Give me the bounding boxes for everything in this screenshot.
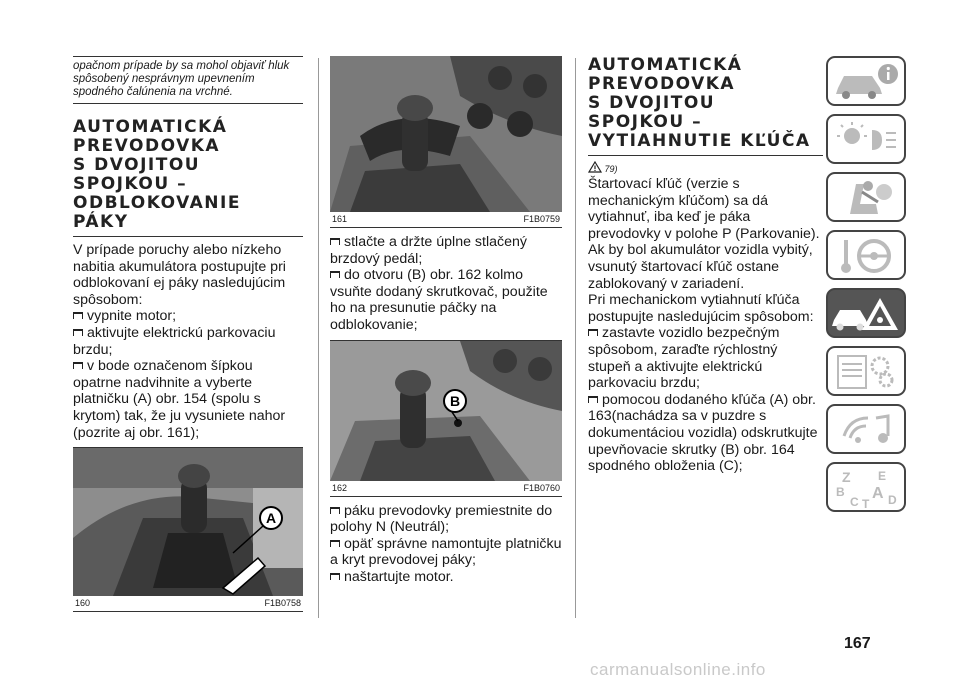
heading-line: S DVOJITOU [73, 155, 201, 175]
list-item: do otvoru (B) obr. 162 kolmo vsuňte dodaný skrutkovač, použite ho na presunutie páčky na odblokovanie; [330, 267, 548, 333]
page-number: 167 [844, 635, 871, 652]
column-middle [330, 56, 562, 586]
index-letters-icon [828, 464, 904, 510]
heading-rule [73, 236, 303, 237]
heading-line: SPOJKOU – [588, 112, 703, 132]
callout-b: B [449, 392, 461, 409]
paragraph: Pri mechanickom vytiahnutí kľúča postupujte nasledujúcim spôsobom: [588, 292, 814, 325]
continued-note: opačnom prípade by sa mohol objaviť hluk spôsobený nesprávnym upevnením spodného čalúnenia na vrchné. [73, 56, 303, 104]
callout-a: A [265, 510, 277, 527]
heading-line: VYTIAHNUTIE KĽÚČA [588, 131, 811, 151]
tab-emergency[interactable] [826, 288, 906, 338]
heading-rule [588, 155, 823, 156]
column-right [588, 56, 823, 475]
list-item: naštartujte motor. [330, 569, 562, 586]
warning-reference: 79) [588, 161, 823, 174]
svg-text:B: B [836, 485, 845, 499]
gear-lever-photo-a [73, 448, 303, 596]
figure-caption [330, 481, 562, 496]
heading-line: PREVODOVKA [73, 136, 221, 156]
bullet-box-icon [330, 271, 340, 278]
figure-caption [73, 596, 303, 611]
list-item: stlačte a držte úplne stlačený brzdový pedál; [330, 234, 527, 267]
heading-line: AUTOMATICKÁ [73, 117, 228, 137]
svg-text:E: E [878, 469, 887, 483]
bullet-box-icon [330, 540, 340, 547]
list-item: opäť správne namontujte platničku a kryt prevodovej páky; [330, 535, 562, 569]
list-item: vypnite motor; [73, 308, 303, 325]
tab-multimedia[interactable] [826, 404, 906, 454]
key-steering-wheel-icon [828, 232, 904, 278]
bullet-box-icon [330, 573, 340, 580]
bullet-box-icon [330, 507, 340, 514]
column-divider [318, 58, 319, 618]
section-heading-key-removal [588, 56, 823, 151]
tab-safety[interactable] [826, 172, 906, 222]
bullet-box-icon [73, 329, 83, 336]
multimedia-icon [828, 406, 904, 452]
gear-lever-photo-cover-removed [330, 56, 562, 212]
tab-car-info[interactable] [826, 56, 906, 106]
warning-triangle-icon [588, 161, 602, 173]
figure-162 [330, 341, 562, 497]
bullet-box-icon [588, 329, 598, 336]
figure-code: F1B0758 [264, 598, 301, 609]
svg-text:C: C [850, 495, 859, 509]
figure-number: 162 [332, 482, 348, 493]
heading-line: AUTOMATICKÁ [588, 55, 743, 75]
list-item: zastavte vozidlo bezpečným spôsobom, zaraďte rýchlostný stupeň a aktivujte elektrickú parkovaciu brzdu; [588, 325, 780, 392]
tab-index[interactable] [826, 462, 906, 512]
figure-number: 160 [75, 598, 91, 609]
figure-code: F1B0759 [523, 214, 560, 224]
bullet-box-icon [588, 396, 598, 403]
tab-dashboard[interactable] [826, 114, 906, 164]
heading-line: PREVODOVKA [588, 74, 736, 94]
svg-text:D: D [888, 493, 897, 507]
car-warning-triangle-icon [828, 290, 904, 336]
column-divider [575, 58, 576, 618]
figure-caption [330, 212, 562, 227]
tab-starting-driving[interactable] [826, 230, 906, 280]
car-info-icon [828, 58, 904, 104]
figure-161 [330, 56, 562, 228]
tab-maintenance[interactable] [826, 346, 906, 396]
chapter-tabs [826, 56, 906, 520]
list-item: aktivujte elektrickú parkovaciu brzdu; [73, 324, 276, 358]
gear-lever-photo-b [330, 341, 562, 481]
svg-text:T: T [862, 497, 870, 510]
list-item: v bode označenom šípkou opatrne nadvihnite a vyberte platničku (A) obr. 154 (spolu s krytom) tak, že ju vysuniete nahor (pozrite aj obr. 161); [73, 358, 286, 441]
dashboard-lights-icon [828, 116, 904, 162]
section-heading-unlock-lever [73, 118, 303, 232]
figure-code: F1B0760 [523, 482, 560, 493]
footer-watermark[interactable]: carmanualsonline.info [590, 660, 766, 679]
paragraph: Ak by bol akumulátor vozidla vybitý, vsunutý štartovací kľúč ostane zablokovaný v zariadení. [588, 242, 813, 292]
heading-line: PÁKY [73, 212, 129, 232]
svg-text:A: A [872, 485, 884, 502]
heading-line: ODBLOKOVANIE [73, 193, 241, 213]
paragraph: Štartovací kľúč (verzie s mechanickým kľúčom) sa dá vytiahnuť, iba keď je páka prevodovky v polohe P (Parkovanie). [588, 176, 820, 242]
seat-airbag-icon [828, 174, 904, 220]
bullet-box-icon [330, 238, 340, 245]
bullet-box-icon [73, 312, 83, 319]
heading-line: SPOJKOU – [73, 174, 188, 194]
figure-number: 161 [332, 214, 348, 224]
column-left [73, 56, 303, 612]
list-item: pomocou dodaného kľúča (A) obr. 163(nachádza sa v puzdre s dokumentáciou vozidla) odskrutkujte upevňovacie skrutky (B) obr. 164 spodného obloženia (C); [588, 391, 818, 475]
intro-paragraph: V prípade poruchy alebo nízkeho nabitia akumulátora postupujte pri odblokovaní ej páky nasledujúcim spôsobom: [73, 242, 286, 308]
bullet-box-icon [73, 362, 83, 369]
svg-text:Z: Z [842, 469, 851, 485]
figure-160 [73, 448, 303, 612]
heading-line: S DVOJITOU [588, 93, 716, 113]
list-item: páku prevodovky premiestnite do polohy N (Neutrál); [330, 502, 553, 536]
maintenance-gears-icon [828, 348, 904, 394]
